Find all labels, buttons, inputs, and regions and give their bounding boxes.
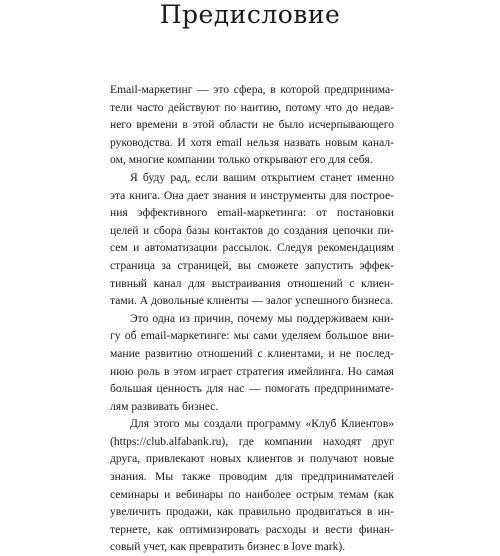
- text-line: лям развивать бизнес.: [110, 399, 219, 413]
- text-line: нюю роль в этом играет стратегия имейлинга. Но самая: [110, 364, 394, 378]
- text-line: него времени в этой области не было исчерпывающего: [110, 118, 394, 132]
- text-line: тернете, как оптимизировать расходы и вести финан-: [110, 522, 394, 536]
- text-line: Email-маркетинг — это сфера, в которой предпринима-: [110, 83, 394, 96]
- text-line: мание развитию отношений с клиентами, и не послед-: [110, 346, 394, 360]
- paragraph-4: [110, 415, 394, 556]
- text-line: Для этого мы создали программу «Клуб Клиентов»: [130, 417, 394, 431]
- text-line: целей и сбора базы контактов до создания цепочки пи-: [110, 223, 394, 237]
- text-line: сем и автоматизации рассылок. Следуя рекомендациям: [110, 241, 394, 255]
- text-line: эта книга. Она дает знания и инструменты для построе-: [110, 188, 394, 202]
- text-line: тами. А довольные клиенты — залог успешного бизнеса.: [110, 294, 394, 308]
- text-line: ом, многие компании только открывают его для себя.: [110, 153, 373, 167]
- text-line: увеличить продажи, как правильно продвигаться в ин-: [110, 505, 394, 519]
- text-line: (https://club.alfabank.ru), где компании находят друг: [110, 434, 394, 448]
- text-line: Это одна из причин, почему мы поддерживаем кни-: [130, 311, 394, 325]
- text-line: тивный канал для выстраивания отношений с клиен-: [110, 276, 394, 290]
- text-line: страница за страницей, вы сможете запустить эффек-: [110, 258, 394, 272]
- paragraph-2: [110, 169, 394, 310]
- text-line: Я буду рад, если вашим открытием станет именно: [130, 170, 394, 184]
- text-line: большая ценность для нас — помогать предпринимате-: [110, 382, 394, 396]
- chapter-title: Предисловие: [159, 0, 341, 29]
- text-line: руководства. И хотя email нельзя назвать новым канал-: [110, 135, 394, 149]
- text-line: тели часто действуют по наитию, потому что до недав-: [110, 100, 394, 114]
- text-line: совый учет, как превратить бизнес в love mark).: [110, 540, 346, 554]
- body-text: [110, 81, 394, 556]
- text-line: ния эффективного email-маркетинга: от постановки: [110, 206, 394, 220]
- paragraph-3: [110, 310, 394, 416]
- text-line: семинары и вебинары по наиболее острым темам (как: [110, 487, 394, 501]
- text-line: друга, привлекают новых клиентов и получают новые: [110, 452, 394, 466]
- text-line: знания. Мы также проводим для предпринимателей: [110, 470, 394, 484]
- paragraph-1: [110, 81, 394, 169]
- text-line: гу об email-маркетинге: мы сами уделяем большое вни-: [110, 329, 394, 343]
